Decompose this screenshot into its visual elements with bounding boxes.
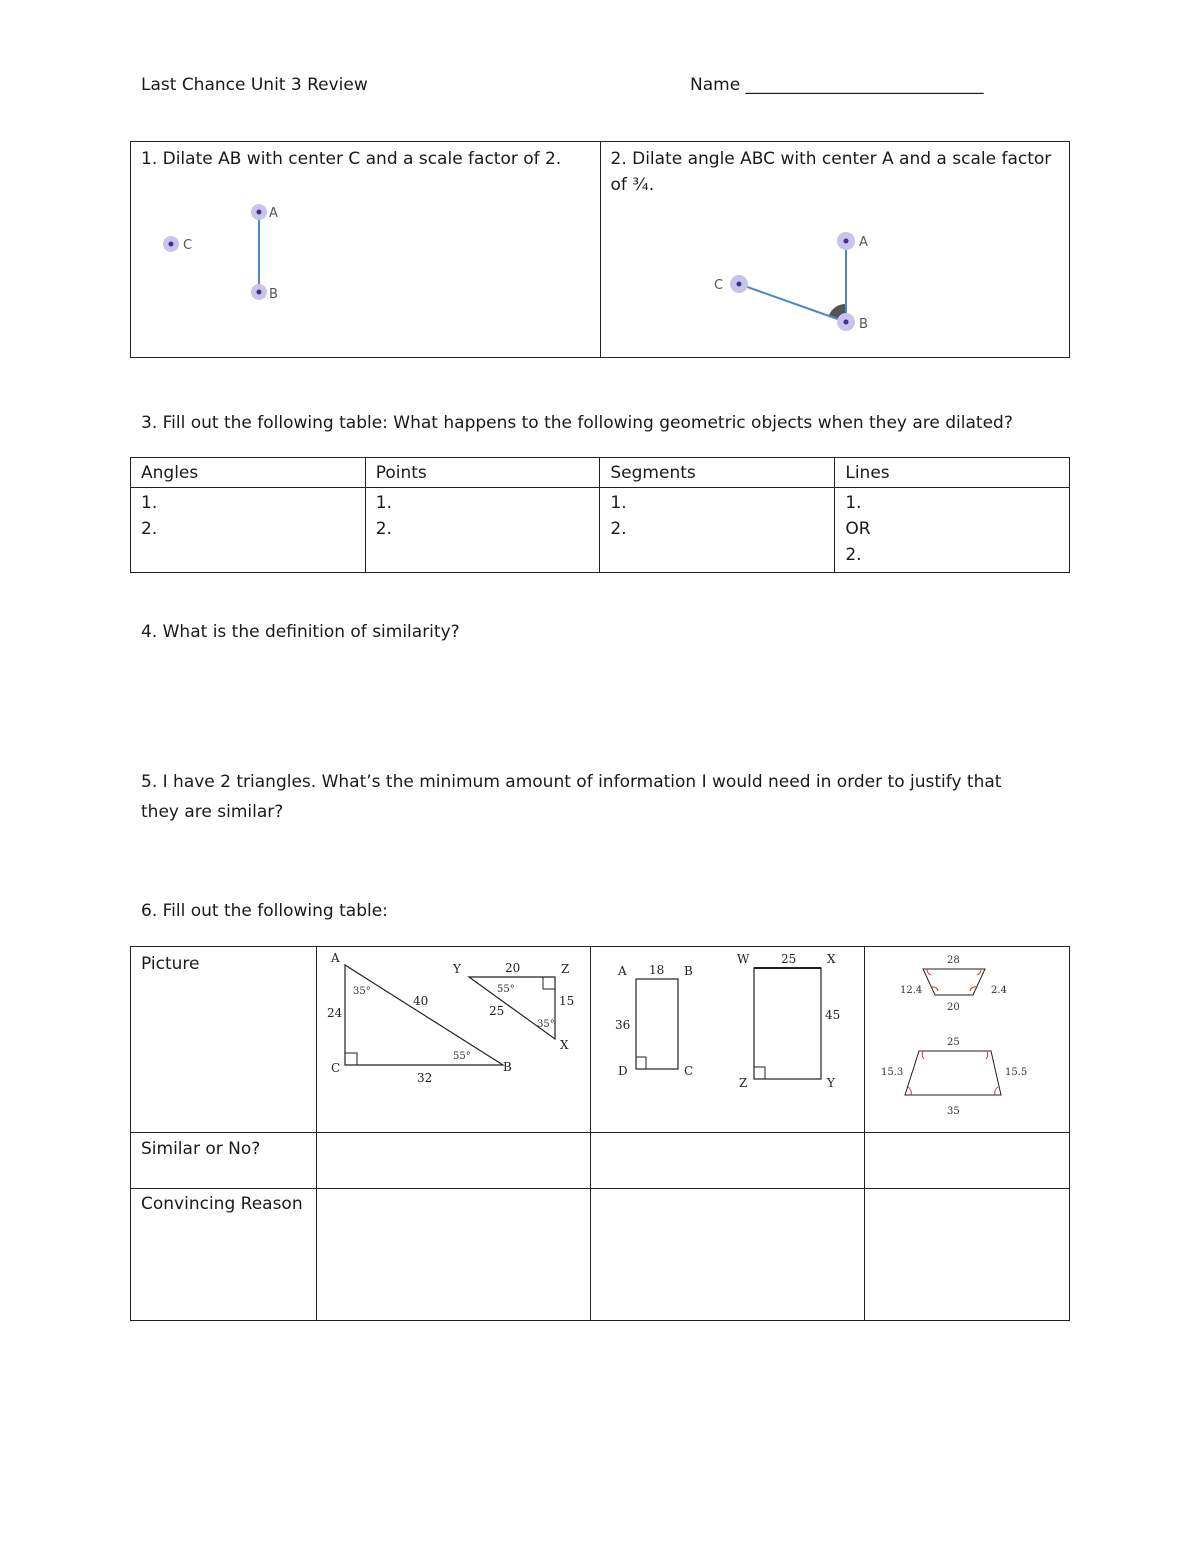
points-answer-cell[interactable] — [365, 488, 600, 573]
side-zx-label: 15 — [558, 994, 574, 1008]
vertex-b: B — [683, 964, 693, 978]
right-angle-c — [345, 1053, 357, 1065]
side-right-label: 45 — [824, 1008, 841, 1022]
vertex-z: Z — [738, 1076, 748, 1090]
vertex-y: Y — [452, 962, 461, 976]
similarity-table — [130, 946, 1070, 1321]
vertex-c: C — [683, 1064, 694, 1078]
trap1-left-label: 12.4 — [900, 985, 923, 996]
trap1-right-label: 2.4 — [991, 985, 1008, 996]
point-b — [257, 290, 262, 295]
triangle-acb — [345, 965, 503, 1065]
vertex-a: A — [617, 964, 627, 978]
right-angle-z — [754, 1067, 765, 1079]
rectangle-abcd — [636, 979, 678, 1069]
q2-cell — [600, 142, 1070, 358]
vertex-z: Z — [560, 962, 569, 976]
vertex-b: B — [502, 1060, 512, 1074]
trap2-top-label: 25 — [947, 1037, 960, 1048]
side-top-label: 25 — [780, 952, 797, 966]
vertex-x: X — [826, 952, 836, 966]
label-b: B — [269, 287, 278, 302]
side-yz-label: 20 — [504, 961, 520, 975]
angle-marks-large — [908, 1051, 998, 1095]
vertex-w: W — [736, 952, 750, 966]
col-header-points: Points — [375, 463, 427, 483]
reason-answer-cell-3[interactable] — [865, 1189, 1070, 1321]
q5-text: 5. I have 2 triangles. What’s the minimum amount of information I would need in order to justify that they are similar? — [141, 772, 1002, 822]
dilation-properties-table — [130, 457, 1070, 573]
list-item: 1. — [845, 493, 862, 513]
col-header-angles: Angles — [141, 463, 199, 483]
list-item: 2. — [610, 519, 627, 539]
triangles-figure — [317, 947, 590, 1131]
label-a: A — [269, 206, 278, 221]
vertex-c: C — [330, 1061, 340, 1075]
trap2-bottom-label: 35 — [947, 1106, 960, 1117]
right-angle-z — [543, 977, 555, 989]
point-b — [843, 320, 848, 325]
angle-a-label: 35° — [352, 986, 371, 997]
label-b: B — [858, 317, 868, 332]
side-ac-label: 24 — [326, 1006, 342, 1020]
dilation-questions-table — [130, 141, 1070, 358]
similar-answer-cell-3[interactable] — [865, 1133, 1070, 1189]
vertex-x: X — [559, 1038, 569, 1052]
vertex-y: Y — [826, 1076, 835, 1090]
trap1-bottom-label: 20 — [947, 1002, 960, 1013]
q4-text: 4. What is the definition of similarity? — [141, 622, 460, 642]
point-a — [843, 239, 848, 244]
label-c: C — [713, 278, 723, 293]
q2-diagram[interactable] — [601, 204, 1069, 354]
trap2-right-label: 15.5 — [1005, 1067, 1028, 1078]
col-header-segments: Segments — [610, 463, 696, 483]
vertex-a: A — [330, 951, 340, 965]
list-item: 1. — [141, 493, 158, 513]
reason-answer-cell-2[interactable] — [590, 1189, 864, 1321]
list-item: 1. — [610, 493, 627, 513]
side-cb-label: 32 — [416, 1071, 432, 1085]
list-item: 2. — [845, 545, 862, 565]
col-header-lines: Lines — [845, 463, 890, 483]
trap1-top-label: 28 — [947, 955, 960, 966]
side-yx-label: 25 — [488, 1004, 504, 1018]
q3-text: 3. Fill out the following table: What happens to the following geometric objects when they are dilated? — [141, 413, 1013, 433]
angle-b-label: 55° — [452, 1051, 471, 1062]
list-item: 2. — [375, 519, 392, 539]
picture-cell-triangles — [316, 947, 590, 1133]
q6-text: 6. Fill out the following table: — [141, 901, 388, 921]
list-item: 2. — [141, 519, 158, 539]
label-a: A — [858, 235, 868, 250]
segment-bc — [739, 284, 846, 322]
row-label-reason: Convincing Reason — [141, 1194, 303, 1214]
rectangles-figure — [591, 947, 864, 1131]
similar-answer-cell-2[interactable] — [590, 1133, 864, 1189]
reason-answer-cell-1[interactable] — [316, 1189, 590, 1321]
angle-x-label: 35° — [536, 1019, 555, 1030]
rectangle-wxyz — [754, 968, 821, 1079]
segments-answer-cell[interactable] — [600, 488, 835, 573]
trapezoids-figure — [865, 947, 1068, 1131]
q1-diagram[interactable] — [131, 204, 599, 354]
list-item: OR — [845, 519, 871, 539]
trapezoid-small — [923, 969, 985, 995]
side-top-label: 18 — [648, 963, 665, 977]
lines-answer-cell[interactable] — [835, 488, 1070, 573]
q1-text: 1. Dilate AB with center C and a scale factor of 2. — [141, 149, 562, 169]
picture-cell-trapezoids — [865, 947, 1070, 1133]
point-a — [257, 210, 262, 215]
point-c — [736, 282, 741, 287]
angle-marks-small — [927, 969, 981, 991]
similar-answer-cell-1[interactable] — [316, 1133, 590, 1189]
side-ab-label: 40 — [412, 994, 428, 1008]
row-label-similar: Similar or No? — [141, 1139, 261, 1159]
name-field-label: Name ____________________________ — [690, 75, 984, 95]
point-c — [169, 242, 174, 247]
angle-y-label: 55° — [496, 984, 515, 995]
vertex-d: D — [617, 1064, 628, 1078]
picture-cell-rectangles — [590, 947, 864, 1133]
worksheet-title: Last Chance Unit 3 Review — [141, 75, 368, 95]
q2-text: 2. Dilate angle ABC with center A and a scale factor of ¾. — [610, 149, 1052, 195]
right-angle-d — [636, 1057, 646, 1069]
list-item: 1. — [375, 493, 392, 513]
trap2-left-label: 15.3 — [881, 1067, 904, 1078]
row-label-picture: Picture — [141, 954, 200, 974]
angles-answer-cell[interactable] — [131, 488, 366, 573]
q1-cell — [131, 142, 601, 358]
label-c: C — [183, 238, 193, 253]
side-left-label: 36 — [614, 1018, 631, 1032]
